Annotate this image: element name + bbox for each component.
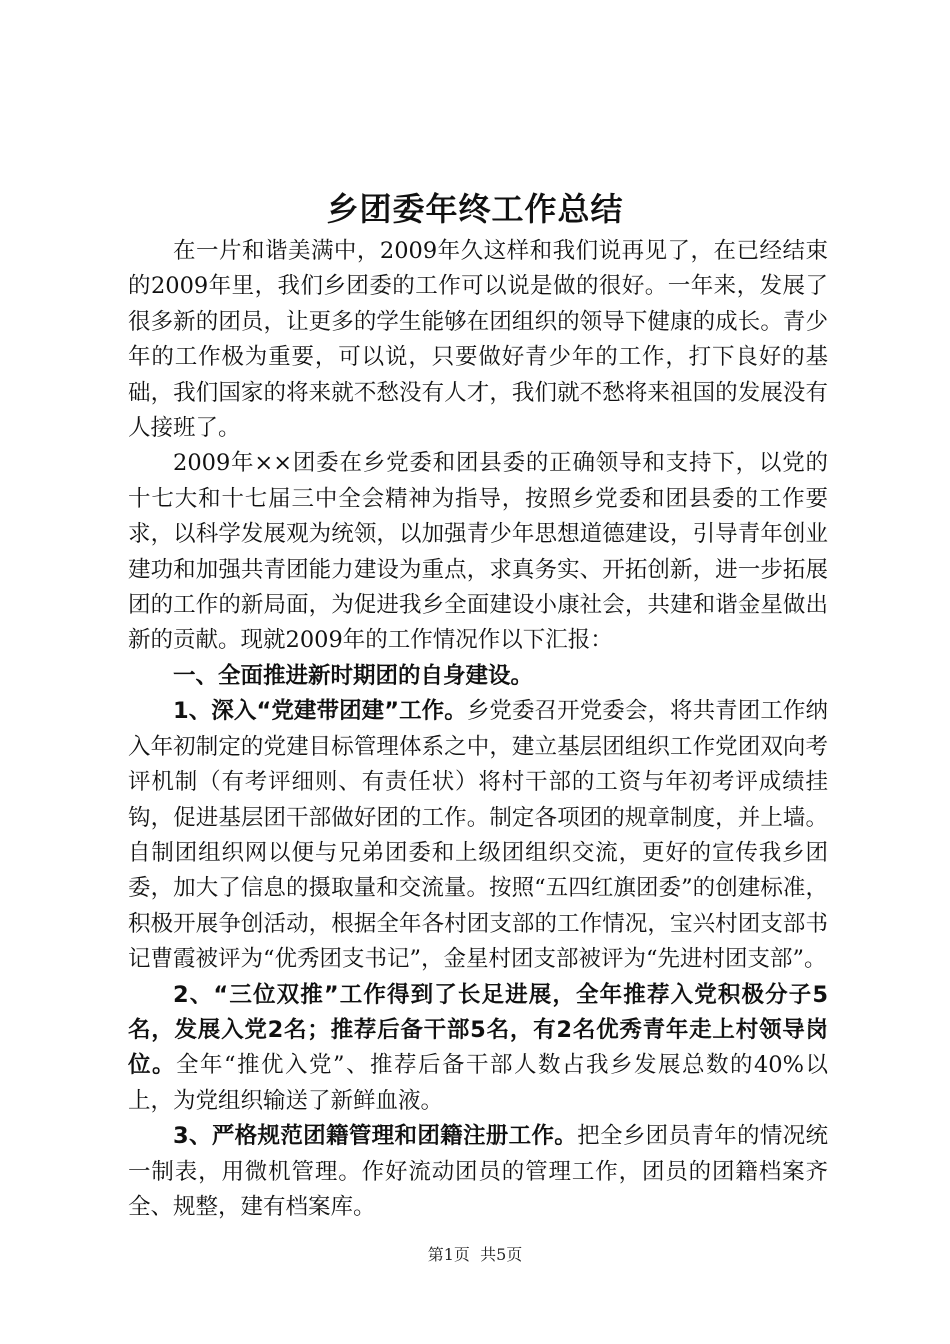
paragraph-item-3: [128, 1119, 828, 1225]
item-3-text: 把全乡团员青年的情况统一制表，用微机管理。作好流动团员的管理工作，团员的团籍档案齐全、规整，建有档案库。: [128, 1123, 828, 1220]
page-total: 共5页: [480, 1245, 523, 1264]
item-1-text: 乡党委召开党委会，将共青团工作纳入年初制定的党建目标管理体系之中，建立基层团组织工作党团双向考评机制（有考评细则、有责任状）将村干部的工资与年初考评成绩挂钩，促进基层团干部做好团的工作。制定各项团的规章制度，并上墙。自制团组织网以便与兄弟团委和上级团组织交流，更好的宣传我乡团委，加大了信息的摄取量和交流量。按照“五四红旗团委”的创建标准，积极开展争创活动，根据全年各村团支部的工作情况，宝兴村团支部书记曹霞被评为“优秀团支书记”，金星村团支部被评为“先进村团支部”。: [128, 698, 828, 973]
page-footer: [0, 1244, 950, 1266]
item-2-lead: 2、“三位双推”工作得到了长足进展，全年推荐入党积极分子5名，发展入党2名；推荐后备干部5名，有2名优秀青年走上村领导岗位。: [128, 981, 828, 1079]
item-1-lead: 1、深入“党建带团建”工作。: [173, 698, 467, 725]
paragraph-item-1: [128, 694, 828, 977]
section-heading-1: 一、全面推进新时期团的自身建设。: [173, 662, 534, 689]
paragraph-intro: 在一片和谐美满中，2009年久这样和我们说再见了，在已经结束的2009年里，我们乡团委的工作可以说是做的很好。一年来，发展了很多新的团员，让更多的学生能够在团组织的领导下健康的成长。青少年的工作极为重要，可以说，只要做好青少年的工作，打下良好的基础，我们国家的将来就不愁没有人才，我们就不愁将来祖国的发展没有人接班了。: [128, 238, 828, 442]
paragraph-item-2: [128, 978, 828, 1120]
document-body: [128, 234, 828, 1225]
document-title: 乡团委年终工作总结: [326, 190, 624, 228]
paragraph-overview: 2009年××团委在乡党委和团县委的正确领导和支持下，以党的十七大和十七届三中全会精神为指导，按照乡党委和团县委的工作要求，以科学发展观为统领，以加强青少年思想道德建设，引导青年创业建功和加强共青团能力建设为重点，求真务实、开拓创新，进一步拓展团的工作的新局面，为促进我乡全面建设小康社会，共建和谐金星做出新的贡献。现就2009年的工作情况作以下汇报：: [128, 450, 828, 654]
item-2-text: 全年“推优入党”、推荐后备干部人数占我乡发展总数的40%以上，为党组织输送了新鲜血液。: [128, 1052, 828, 1114]
page-number: 第1页: [427, 1245, 470, 1264]
item-3-lead: 3、严格规范团籍管理和团籍注册工作。: [173, 1123, 578, 1150]
